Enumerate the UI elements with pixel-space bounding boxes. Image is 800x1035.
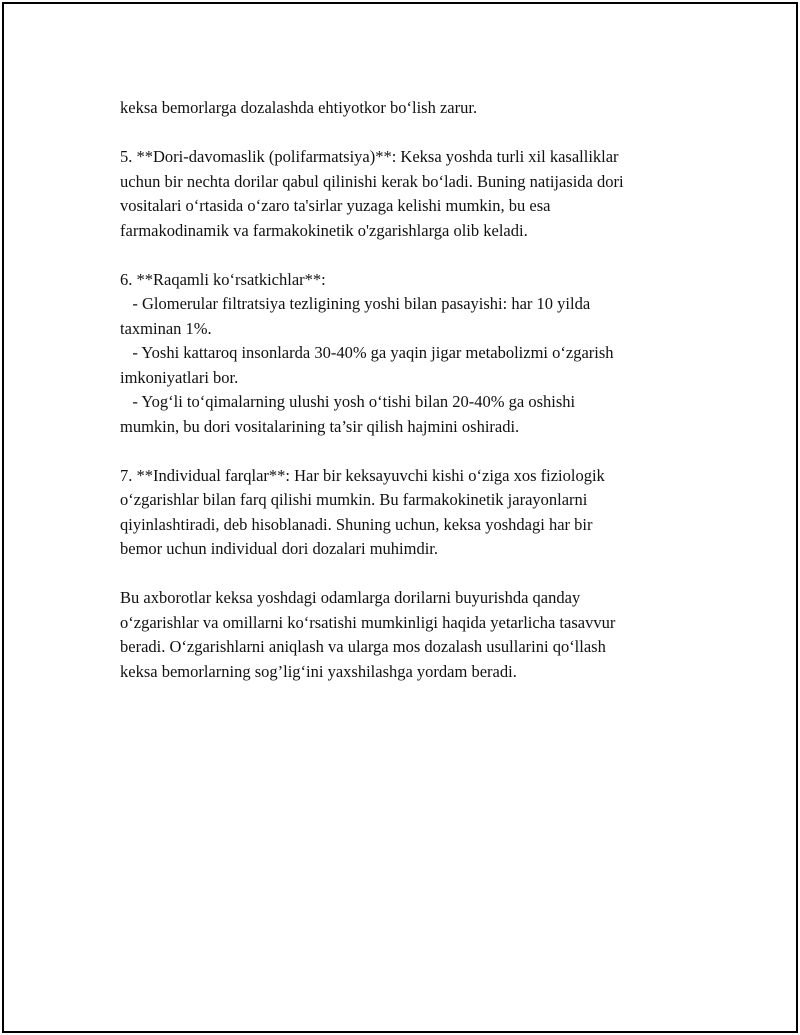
text-line: uchun bir nechta dorilar qabul qilinishi kerak bo‘ladi. Buning natijasida dori xyxy=(120,171,624,191)
text-line: Bu axborotlar keksa yoshdagi odamlarga dorilarni buyurishda qanday xyxy=(120,588,581,607)
text-line: - Yoshi kattaroq insonlarda 30-40% ga yaqin jigar metabolizmi o‘zgarish xyxy=(120,343,614,362)
paragraph-gap xyxy=(120,121,700,146)
text-line: keksa bemorlarning sog’lig‘ini yaxshilashga yordam beradi. xyxy=(120,661,517,681)
paragraph-gap xyxy=(120,439,700,464)
text-line: 7. **Individual farqlar**: Har bir keksayuvchi kishi o‘ziga xos fiziologik xyxy=(120,465,605,485)
document-page xyxy=(2,2,798,1033)
text-line: bemor uchun individual dori dozalari muhimdir. xyxy=(120,539,439,558)
text-line: 5. **Dori-davomaslik (polifarmatsiya)**: Keksa yoshda turli xil kasalliklar xyxy=(120,147,619,166)
paragraph-conclusion xyxy=(120,586,700,684)
text-line: - Yog‘li to‘qimalarning ulushi yosh o‘tishi bilan 20-40% ga oshishi xyxy=(120,392,576,411)
document-body xyxy=(120,96,700,684)
text-line: keksa bemorlarga dozalashda ehtiyotkor bo‘lish zarur. xyxy=(120,98,478,117)
paragraph-gap xyxy=(120,562,700,587)
text-line: qiyinlashtiradi, deb hisoblanadi. Shuning uchun, keksa yoshdagi har bir xyxy=(120,514,593,534)
text-line: o‘zgarishlar bilan farq qilishi mumkin. Bu farmakokinetik jarayonlarni xyxy=(120,490,588,509)
text-line: 6. **Raqamli ko‘rsatkichlar**: xyxy=(120,269,326,289)
text-line: vositalari o‘rtasida o‘zaro ta'sirlar yuzaga kelishi mumkin, bu esa xyxy=(120,196,551,215)
text-line: o‘zgarishlar va omillarni ko‘rsatishi mumkinligi haqida yetarlicha tasavvur xyxy=(120,612,616,632)
paragraph-individual-differences xyxy=(120,464,700,562)
text-line: farmakodinamik va farmakokinetik o'zgarishlarga olib keladi. xyxy=(120,220,528,240)
text-line: beradi. O‘zgarishlarni aniqlash va ularga mos dozalash usullarini qo‘llash xyxy=(120,637,606,656)
paragraph-polypharmacy xyxy=(120,145,700,243)
text-line: mumkin, bu dori vositalarining ta’sir qilish hajmini oshiradi. xyxy=(120,416,520,436)
text-line: taxminan 1%. xyxy=(120,318,212,338)
paragraph-numeric-indicators xyxy=(120,268,700,440)
text-line: - Glomerular filtratsiya tezligining yoshi bilan pasayishi: har 10 yilda xyxy=(120,294,591,313)
paragraph-continuation xyxy=(120,96,700,121)
paragraph-gap xyxy=(120,243,700,268)
text-line: imkoniyatlari bor. xyxy=(120,367,239,387)
